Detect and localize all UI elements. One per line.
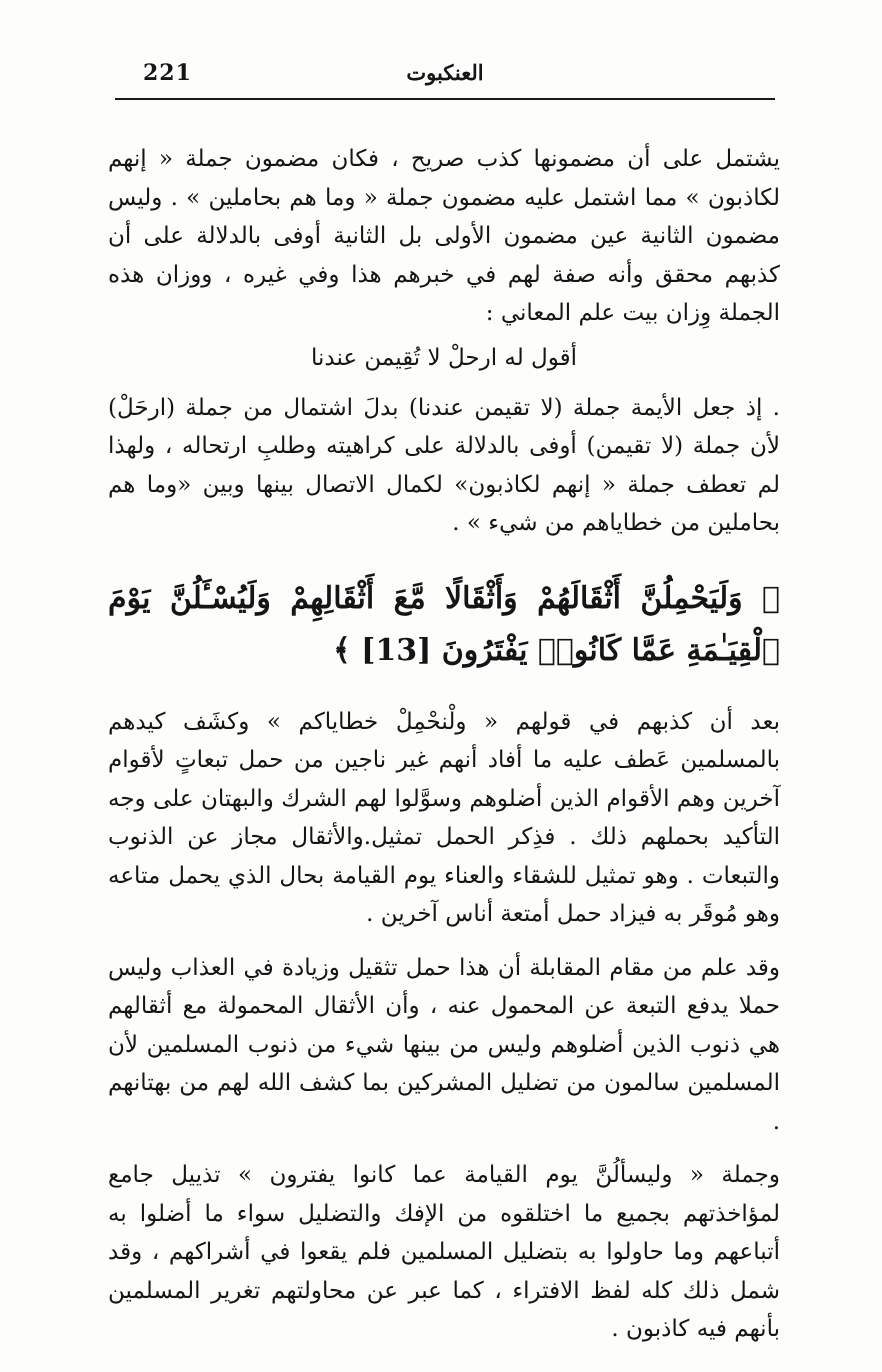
- paragraph-3: بعد أن كذبهم في قولهم « ولْنحْمِلْ خطاياكم » وكشَف كيدهم بالمسلمين عَطف عليه ما أفاد أنهم غير ناجين من حمل تبعاتٍ لأقوام آخرين وهم الأقوام الذين أضلوهم وسوَّلوا لهم الشرك والبهتان على وجه التأكيد بحملهم ذلك . فذِكر الحمل تمثيل.والأثقال مجاز عن الذنوب والتبعات . وهو تمثيل للشقاء والعناء يوم القيامة بحال الذي يحمل متاعه وهو مُوقَر به فيزاد حمل أمتعة أناس آخرين .: [108, 708, 780, 927]
- quran-verse: ﴿ وَلَيَحْمِلُنَّ أَثْقَالَهُمْ وَأَثْقَالًا مَّعَ أَثْقَالِهِمْ وَلَيُسْـَٔلُنَّ يَوْمَ ٱلْقِيَـٰمَةِ عَمَّا كَانُوا۟ يَفْتَرُونَ [13] ﴾: [108, 580, 780, 668]
- header-rule: [115, 98, 775, 100]
- paragraph-5: وجملة « وليسألُنَّ يوم القيامة عما كانوا يفترون » تذييل جامع لمؤاخذتهم بجميع ما اختلقوه من الإفك والتضليل سواء ما أضلوا به أتباعهم وما حاولوا به بتضليل المسلمين فلم يقعوا في أشراكهم ، وقد شمل ذلك كله لفظ الافتراء ، كما عبر عن محاولتهم تغرير المسلمين بأنهم فيه كاذبون .: [108, 1162, 780, 1342]
- paragraph-2: . إذ جعل الأيمة جملة (لا تقيمن عندنا) بدلَ اشتمال من جملة (ارحَلْ) لأن جملة (لا تقيمن) أوفى بالدلالة على كراهيته وطلبِ ارتحاله ، ولهذا لم تعطف جملة « إنهم لكاذبون» لكمال الاتصال بينها وبين «وما هم بحاملين من خطاياهم من شيء » .: [108, 394, 780, 536]
- page-body: [108, 140, 780, 1349]
- paragraph-1: يشتمل على أن مضمونها كذب صريح ، فكان مضمون جملة « إنهم لكاذبون » مما اشتمل عليه مضمون جملة « وما هم بحاملين » . وليس مضمون الثانية عين مضمون الأولى بل الثانية أوفى بالدلالة على أن كذبهم محقق وأنه صفة لهم في خبرهم هذا وفي غيره ، ووزان هذه الجملة وِزان بيت علم المعاني :: [108, 146, 780, 326]
- poetry-verse: أقول له ارحلْ لا تُقِيمن عندنا: [310, 344, 578, 371]
- page-header: [115, 58, 775, 100]
- running-title: العنكبوت: [406, 60, 484, 85]
- page-number: 221: [143, 60, 192, 86]
- paragraph-4: وقد علم من مقام المقابلة أن هذا حمل تثقيل وزيادة في العذاب وليس حملا يدفع التبعة عن المحمول عنه ، وأن الأثقال المحمولة مع أثقالهم هي ذنوب الذين أضلوهم وليس من بينها شيء من ذنوب المسلمين لأن المسلمين سالمون من تضليل المشركين بما كشف الله لهم من بهتانهم .: [108, 954, 780, 1135]
